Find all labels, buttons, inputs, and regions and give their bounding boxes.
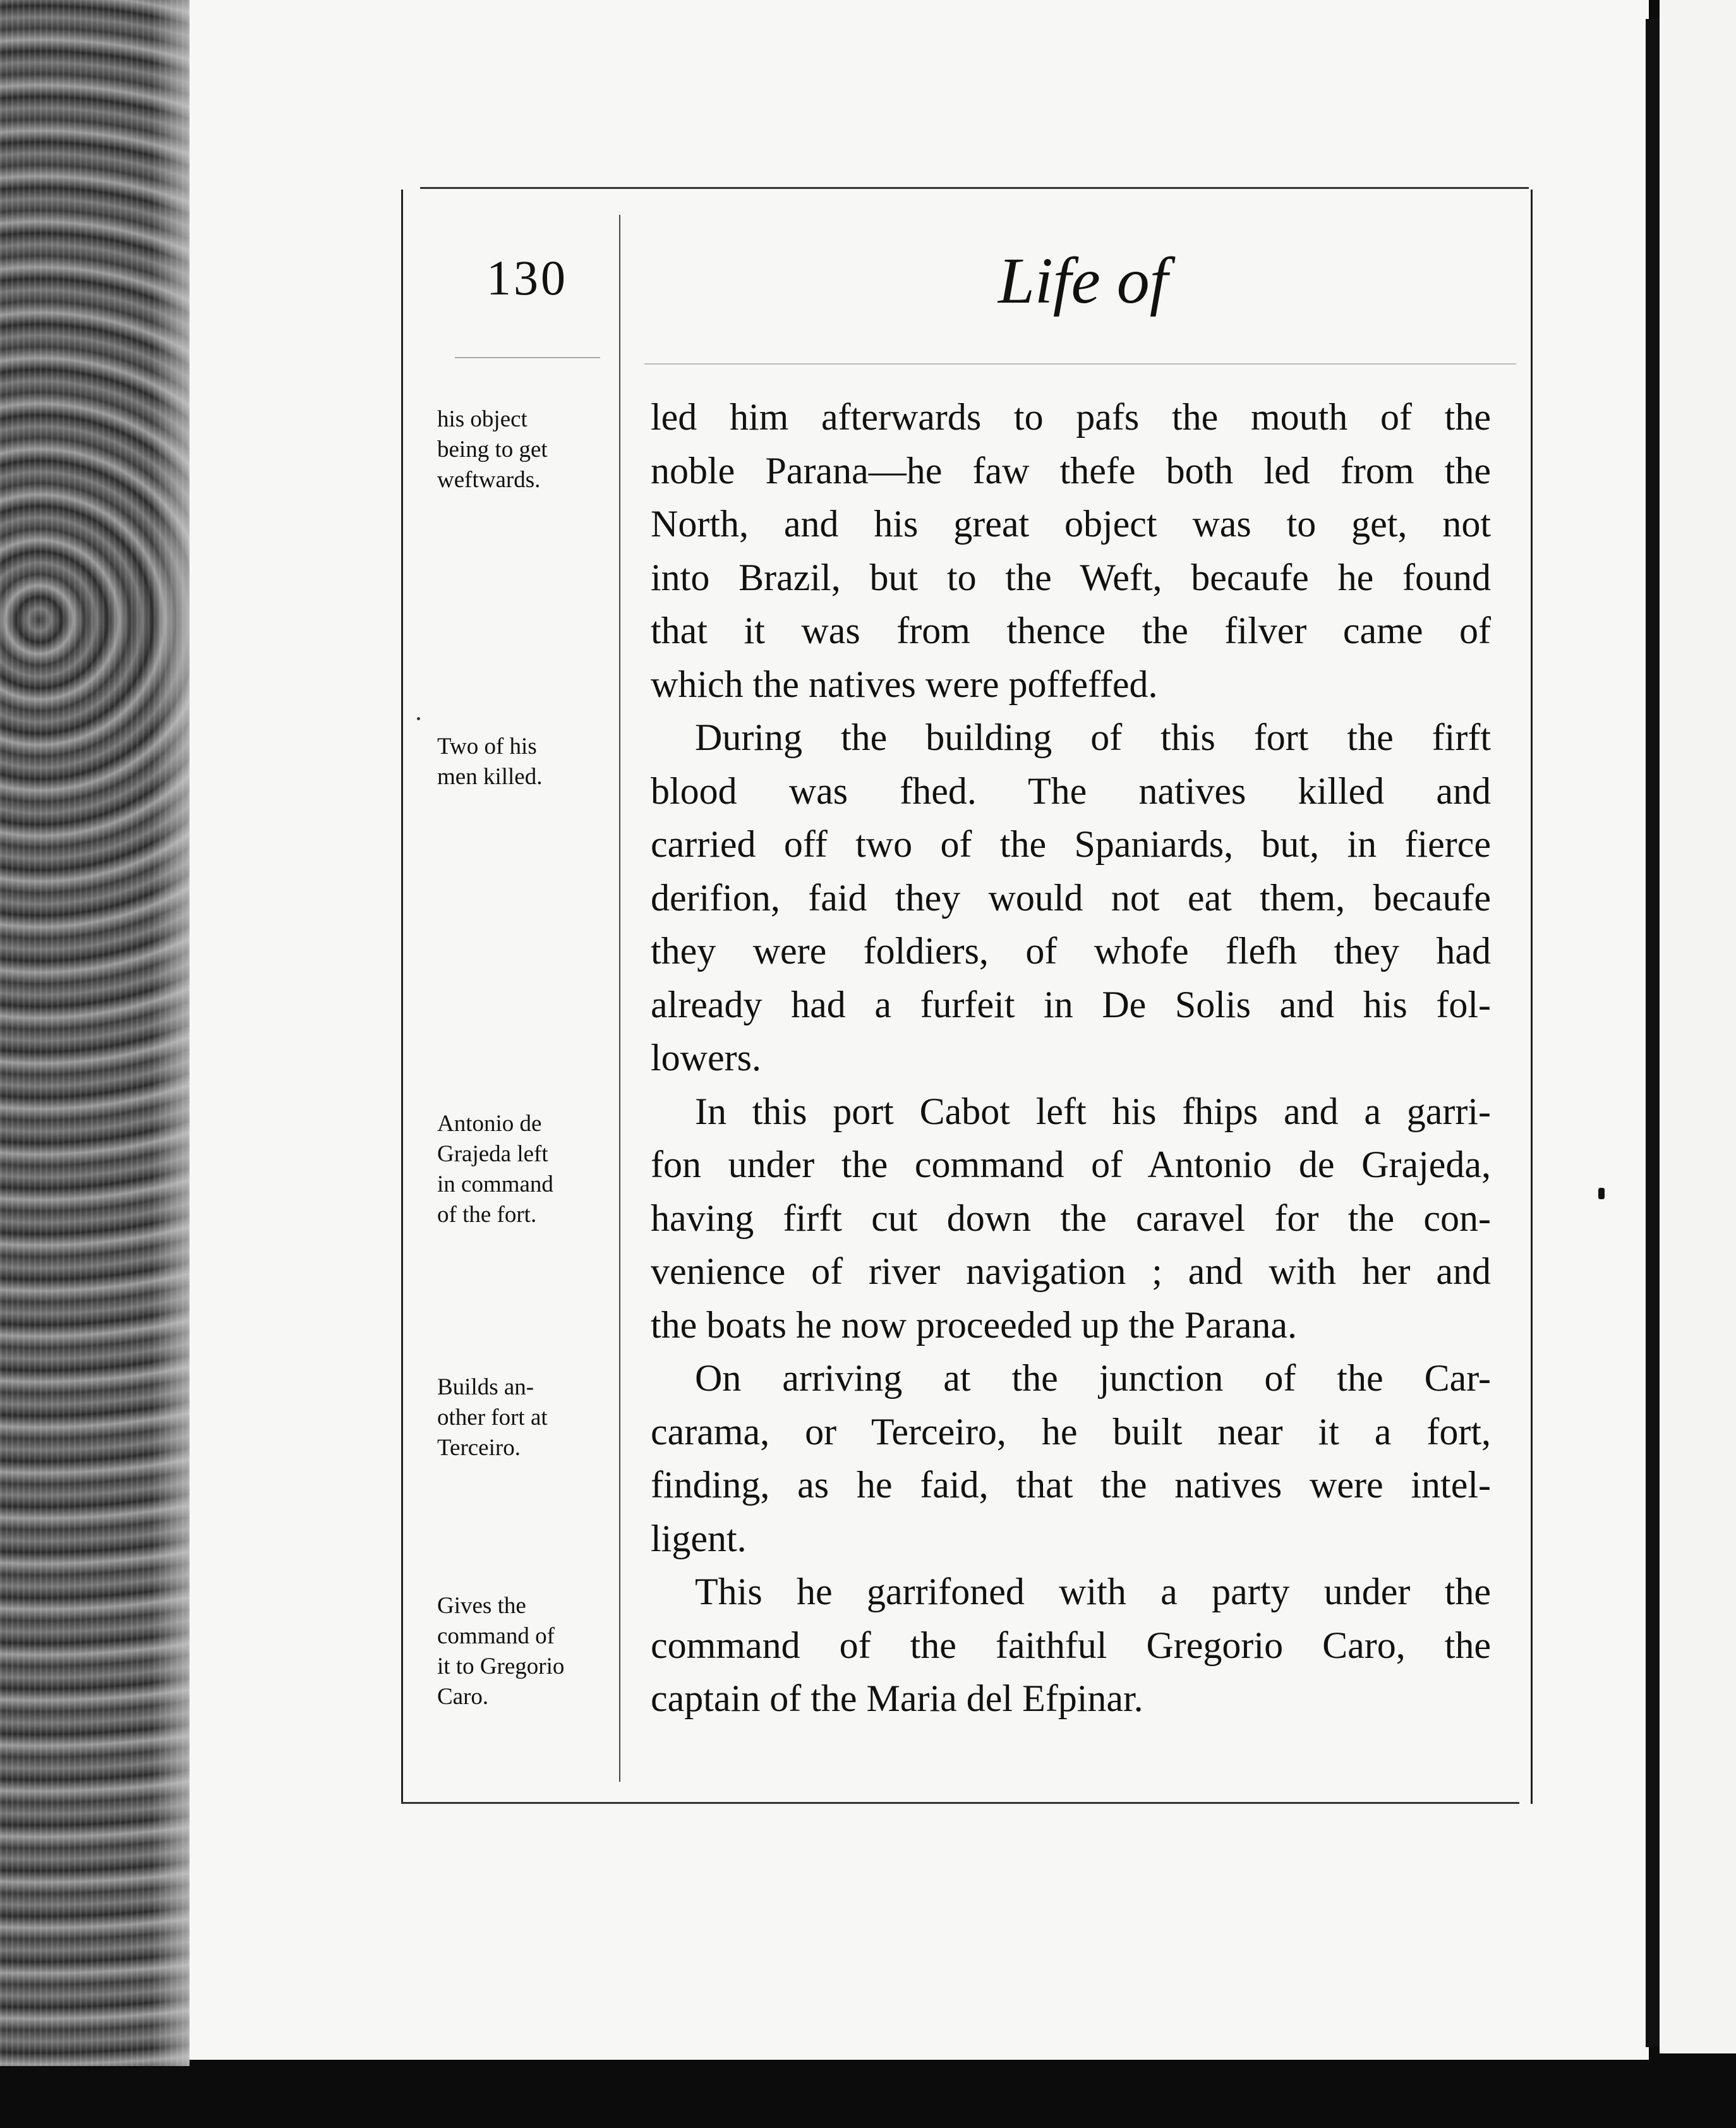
paragraph (651, 1085, 1491, 1352)
side-note-line: Two of his (437, 734, 537, 759)
text-line: This he garrifoned with a party under the (695, 1571, 1491, 1612)
side-note-line: Caro. (437, 1684, 489, 1710)
text-line: In this port Cabot left his fhips and a garri- (695, 1090, 1491, 1132)
side-note (437, 1109, 608, 1230)
text-line: having firft cut down the caravel for the con- (651, 1197, 1491, 1239)
body-text (651, 390, 1491, 1726)
paragraph (651, 1565, 1491, 1726)
side-note-line: weftwards. (437, 467, 541, 493)
paragraph (651, 1351, 1491, 1565)
side-note-line: Terceiro. (437, 1435, 521, 1461)
side-note-line: Antonio de (437, 1111, 542, 1137)
text-line: On arriving at the junction of the Car- (695, 1357, 1491, 1399)
header-rule-right (644, 363, 1516, 365)
side-note-line: in command (437, 1171, 553, 1197)
text-line: During the building of this fort the firft (695, 716, 1491, 758)
text-line: into Brazil, but to the Weft, becaufe he found (651, 556, 1491, 598)
text-line: led him afterwards to pafs the mouth of the (651, 396, 1491, 438)
scan-bottom-edge (190, 2060, 1661, 2128)
text-line: venience of river navigation ; and with her and (651, 1250, 1491, 1292)
side-note-line: it to Gregorio (437, 1653, 565, 1679)
paragraph (651, 711, 1491, 1085)
text-line: derifion, faid they would not eat them, becaufe (651, 876, 1491, 919)
text-line: blood was fhed. The natives killed and (651, 770, 1491, 812)
side-note-line: Gives the (437, 1593, 526, 1619)
side-note-line: Grajeda left (437, 1141, 548, 1167)
text-line: carried off two of the Spaniards, but, in fierce (651, 823, 1491, 865)
text-line: fon under the command of Antonio de Grajeda, (651, 1144, 1491, 1185)
text-line: ligent. (651, 1517, 747, 1559)
header-rule-left (455, 357, 600, 358)
side-note-line: other fort at (437, 1405, 548, 1430)
text-line: which the natives were poffeffed. (651, 663, 1158, 705)
text-line: captain of the Maria del Efpinar. (651, 1678, 1143, 1719)
margin-column-divider (619, 215, 620, 1782)
frame-bottom-rule (401, 1802, 1519, 1804)
text-line: already had a furfeit in De Solis and his fol- (651, 983, 1491, 1025)
text-line: noble Parana—he faw thefe both led from the (651, 449, 1491, 492)
ink-speck (417, 717, 420, 720)
paragraph (651, 390, 1491, 711)
text-line: the boats he now proceeded up the Parana. (651, 1303, 1297, 1346)
side-note-line: his object (437, 406, 527, 432)
side-note (437, 732, 608, 792)
facing-page-edge (1646, 19, 1660, 2047)
frame-top-rule (420, 187, 1529, 189)
facing-page (1660, 0, 1736, 2053)
side-note-line: Builds an- (437, 1374, 534, 1400)
text-line: they were foldiers, of whofe flefh they had (651, 930, 1491, 972)
side-note-line: of the fort. (437, 1202, 537, 1228)
side-note (437, 1372, 608, 1463)
side-note (437, 404, 608, 495)
text-line: carama, or Terceiro, he built near it a fort, (651, 1410, 1491, 1453)
text-line: finding, as he faid, that the natives were intel- (651, 1464, 1491, 1506)
ink-speck (1598, 1188, 1605, 1199)
running-head: Life of (998, 245, 1168, 317)
text-line: command of the faithful Gregorio Caro, the (651, 1624, 1491, 1666)
side-note-line: command of (437, 1623, 555, 1649)
page-number: 130 (486, 250, 568, 305)
side-note-line: men killed. (437, 764, 543, 790)
text-line: lowers. (651, 1037, 761, 1079)
text-line: that it was from thence the filver came of (651, 610, 1491, 651)
side-note (437, 1591, 608, 1712)
text-line: North, and his great object was to get, not (651, 503, 1491, 545)
side-note-line: being to get (437, 437, 548, 462)
